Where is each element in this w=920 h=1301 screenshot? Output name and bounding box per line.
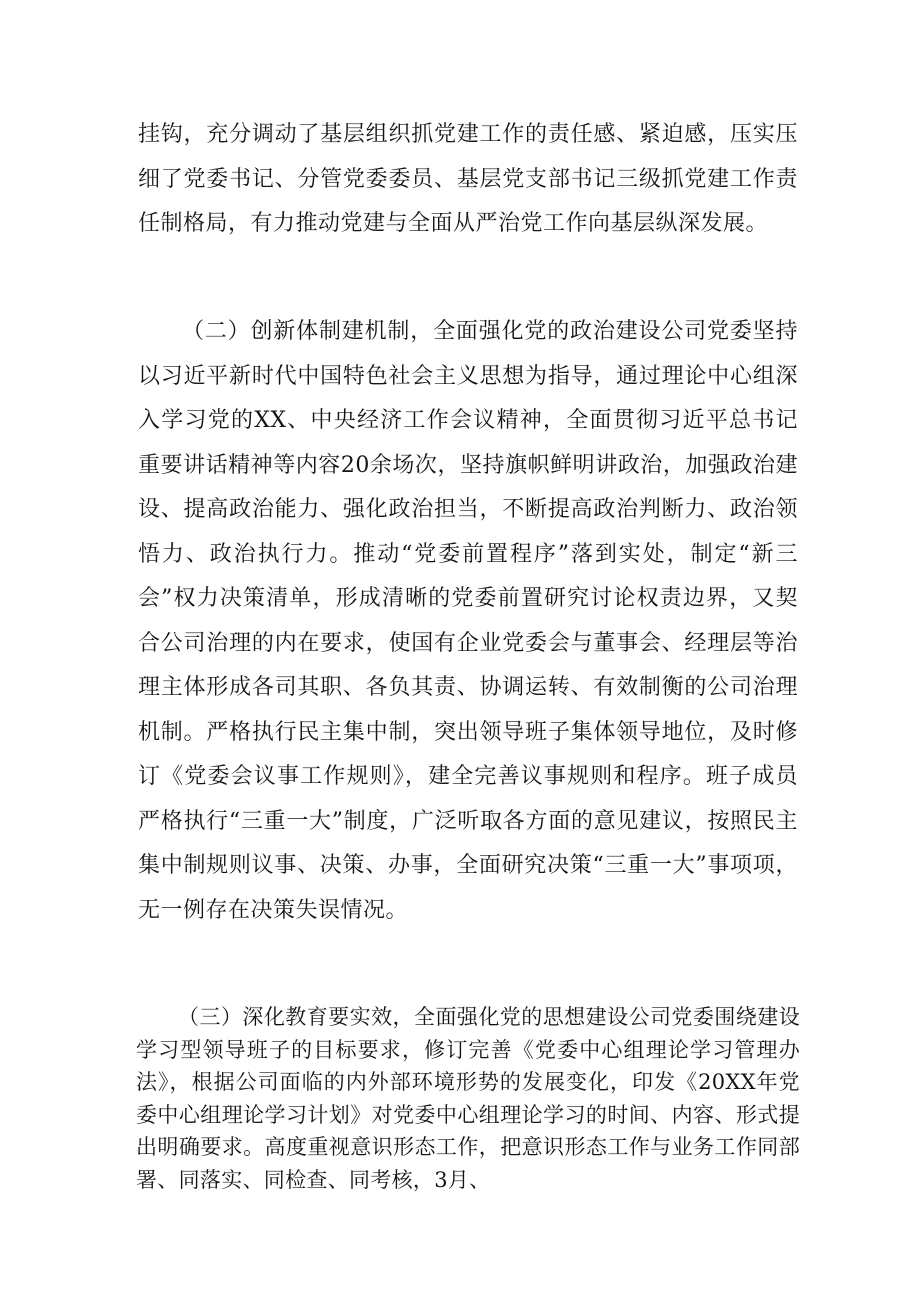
paragraph-responsibility-system: 挂钩，充分调动了基层组织抓党建工作的责任感、紧迫感，压实压细了党委书记、分管党委委员、基层党支部书记三级抓党建工作责任制格局，有力推动党建与全面从严治党工作向基层纵深发展。 [138,122,798,236]
paragraph-political-building: （二）创新体制建机制，全面强化党的政治建设公司党委坚持以习近平新时代中国特色社会主义思想为指导，通过理论中心组深入学习党的XX、中央经济工作会议精神，全面贯彻习近平总书记重要讲话精神等内容20余场次，坚持旗帜鲜明讲政治，加强政治建设、提高政治能力、强化政治担当，不断提高政治判断力、政治领悟力、政治执行力。推动“党委前置程序”落到实处，制定“新三会”权力决策清单，形成清晰的党委前置研究讨论权责边界，又契合公司治理的内在要求，使国有企业党委会与董事会、经理层等治理主体形成各司其职、各负其责、协调运转、有效制衡的公司治理机制。严格执行民主集中制，突出领导班子集体领导地位，及时修订《党委会议事工作规则》，建全完善议事规则和程序。班子成员严格执行“三重一大”制度，广泛听取各方面的意见建议，按照民主集中制规则议事、决策、办事，全面研究决策“三重一大”事项项，无一例存在决策失误情况。 [138,319,798,923]
paragraph-ideological-building: （三）深化教育要实效，全面强化党的思想建设公司党委围绕建设学习型领导班子的目标要求，修订完善《党委中心组理论学习管理办法》，根据公司面临的内外部环境形势的发展变化，印发《20XX年党委中心组理论学习计划》对党委中心组理论学习的时间、内容、形式提出明确要求。高度重视意识形态工作，把意识形态工作与业务工作同部署、同落实、同检查、同考核，3月、 [136,1005,800,1192]
